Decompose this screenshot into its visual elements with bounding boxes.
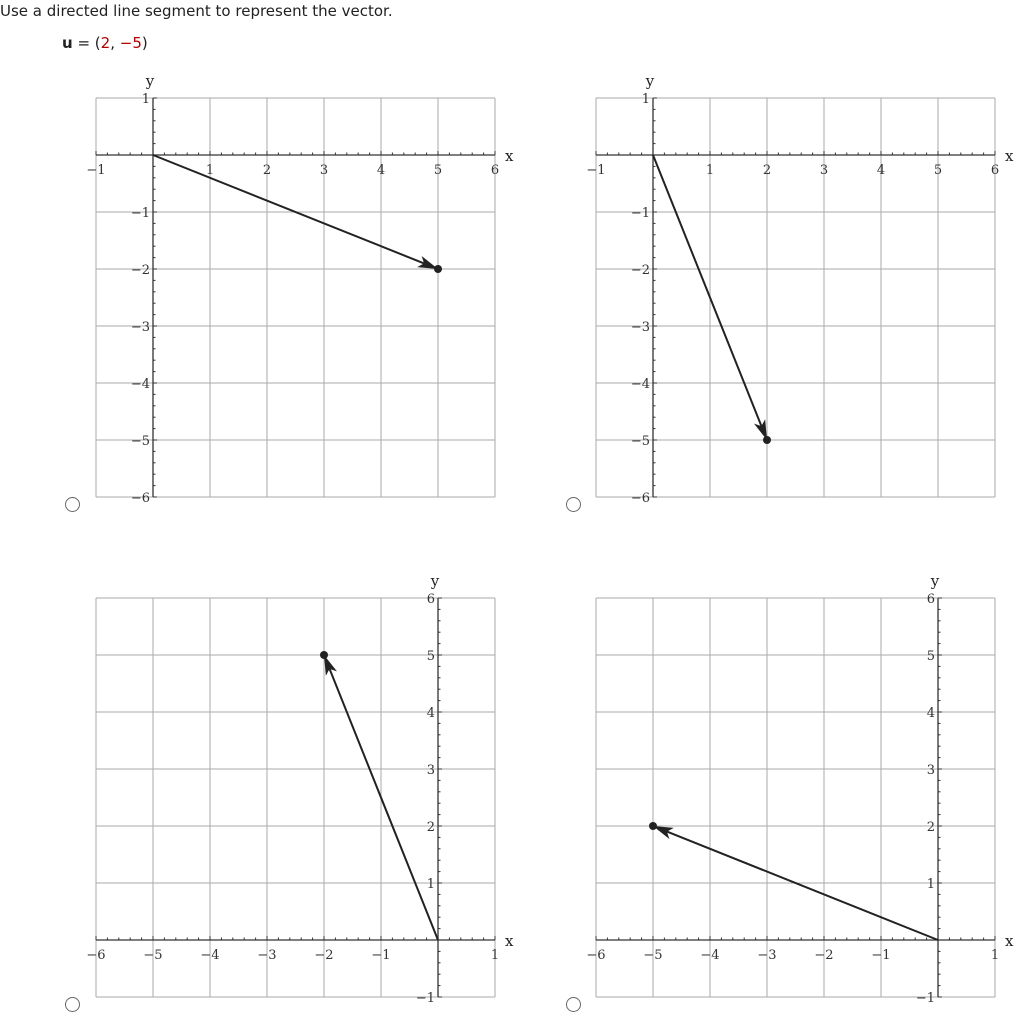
chart-1-y-tick-label: −3 [130,320,150,335]
chart-3-x-tick-label: −1 [371,948,391,963]
chart-1-x-tick-label: 4 [376,163,386,178]
chart-1-y-axis-label: y [145,72,155,90]
radio-option-3[interactable] [65,997,80,1012]
chart-4-x-tick-label: −5 [643,948,663,963]
chart-1-x-tick-label: −1 [86,163,106,178]
close-paren: ) [141,34,148,52]
open-paren: ( [94,34,101,52]
chart-1-y-tick-label: −4 [130,377,150,392]
chart-4-x-axis-label: x [1005,932,1014,950]
chart-4-y-tick-label: 2 [926,820,935,835]
chart-1-x-axis-label: x [505,147,514,165]
chart-2-x-tick-label: 4 [876,163,886,178]
graph-option-1 [80,70,520,510]
chart-4-x-tick-label: −1 [871,948,891,963]
chart-4-vector-shaft [667,832,938,940]
equals-sign: = [72,34,95,52]
chart-3-x-tick-label: −6 [86,948,106,963]
radio-option-4[interactable] [566,997,581,1012]
chart-3-x-axis-label: x [505,932,514,950]
chart-2-y-tick-label: −6 [630,491,650,506]
chart-4-vector-head-point [649,822,657,830]
chart-3-y-tick-label: 6 [426,592,435,607]
chart-2-x-tick-label: 5 [933,163,943,178]
y-component: −5 [119,34,142,52]
vector-definition [62,34,148,52]
chart-1-vector-head-point [434,265,442,273]
chart-1-x-tick-label: 3 [319,163,329,178]
chart-3-x-tick-label: −5 [143,948,163,963]
chart-2-x-tick-label: 1 [705,163,715,178]
chart-1-y-tick-label: −6 [130,491,150,506]
chart-1-x-tick-label: 5 [433,163,443,178]
chart-3-y-tick-label: −1 [415,991,435,1006]
radio-option-1[interactable] [65,497,80,512]
chart-1-y-tick-label: 1 [141,92,150,107]
comma: , [110,34,120,52]
chart-2-x-tick-label: 2 [762,163,772,178]
chart-2-vector-shaft [653,155,761,426]
chart-4-y-tick-label: 6 [926,592,935,607]
chart-2-x-tick-label: 6 [990,163,1000,178]
chart-2-x-tick-label: 3 [819,163,829,178]
chart-1-y-tick-label: −2 [130,263,150,278]
chart-3-y-tick-label: 5 [426,649,435,664]
chart-1-y-tick-label: −1 [130,206,150,221]
chart-2-y-tick-label: −5 [630,434,650,449]
chart-4-y-axis-label: y [930,572,940,590]
x-component: 2 [100,34,111,52]
graph-option-3 [80,570,520,1010]
chart-4-y-tick-label: 4 [926,706,935,721]
chart-3-vector-shaft [330,669,438,940]
chart-4-y-tick-label: 1 [926,877,935,892]
chart-4-x-tick-label: −3 [757,948,777,963]
vector-name: u [62,34,73,52]
chart-2-y-tick-label: −2 [630,263,650,278]
chart-4-y-tick-label: 5 [926,649,935,664]
chart-3-x-tick-label: 1 [490,948,500,963]
chart-3-y-tick-label: 1 [426,877,435,892]
chart-1-x-tick-label: 6 [490,163,500,178]
chart-3-y-tick-label: 3 [426,763,435,778]
chart-4-y-tick-label: 3 [926,763,935,778]
chart-2-y-tick-label: −4 [630,377,650,392]
chart-3-y-tick-label: 4 [426,706,435,721]
chart-2-x-axis-label: x [1005,147,1014,165]
chart-4-x-tick-label: 1 [990,948,1000,963]
chart-3-vector-head-point [320,651,328,659]
graph-option-4 [580,570,1020,1010]
chart-2-x-tick-label: −1 [586,163,606,178]
question-prompt: Use a directed line segment to represent the vector. [0,2,393,20]
chart-2-y-axis-label: y [645,72,655,90]
chart-4-x-tick-label: −4 [700,948,720,963]
graph-option-2 [580,70,1020,510]
chart-2-y-tick-label: −1 [630,206,650,221]
chart-3-x-tick-label: −4 [200,948,220,963]
chart-2-y-tick-label: −3 [630,320,650,335]
chart-4-x-tick-label: −2 [814,948,834,963]
chart-3-y-axis-label: y [430,572,440,590]
chart-3-x-tick-label: −3 [257,948,277,963]
radio-option-2[interactable] [566,497,581,512]
chart-3-x-tick-label: −2 [314,948,334,963]
chart-3-y-tick-label: 2 [426,820,435,835]
chart-2-vector-head-point [763,436,771,444]
chart-2-y-tick-label: 1 [641,92,650,107]
chart-4-x-tick-label: −6 [586,948,606,963]
chart-1-x-tick-label: 1 [205,163,215,178]
chart-1-x-tick-label: 2 [262,163,272,178]
chart-1-y-tick-label: −5 [130,434,150,449]
chart-4-y-tick-label: −1 [915,991,935,1006]
